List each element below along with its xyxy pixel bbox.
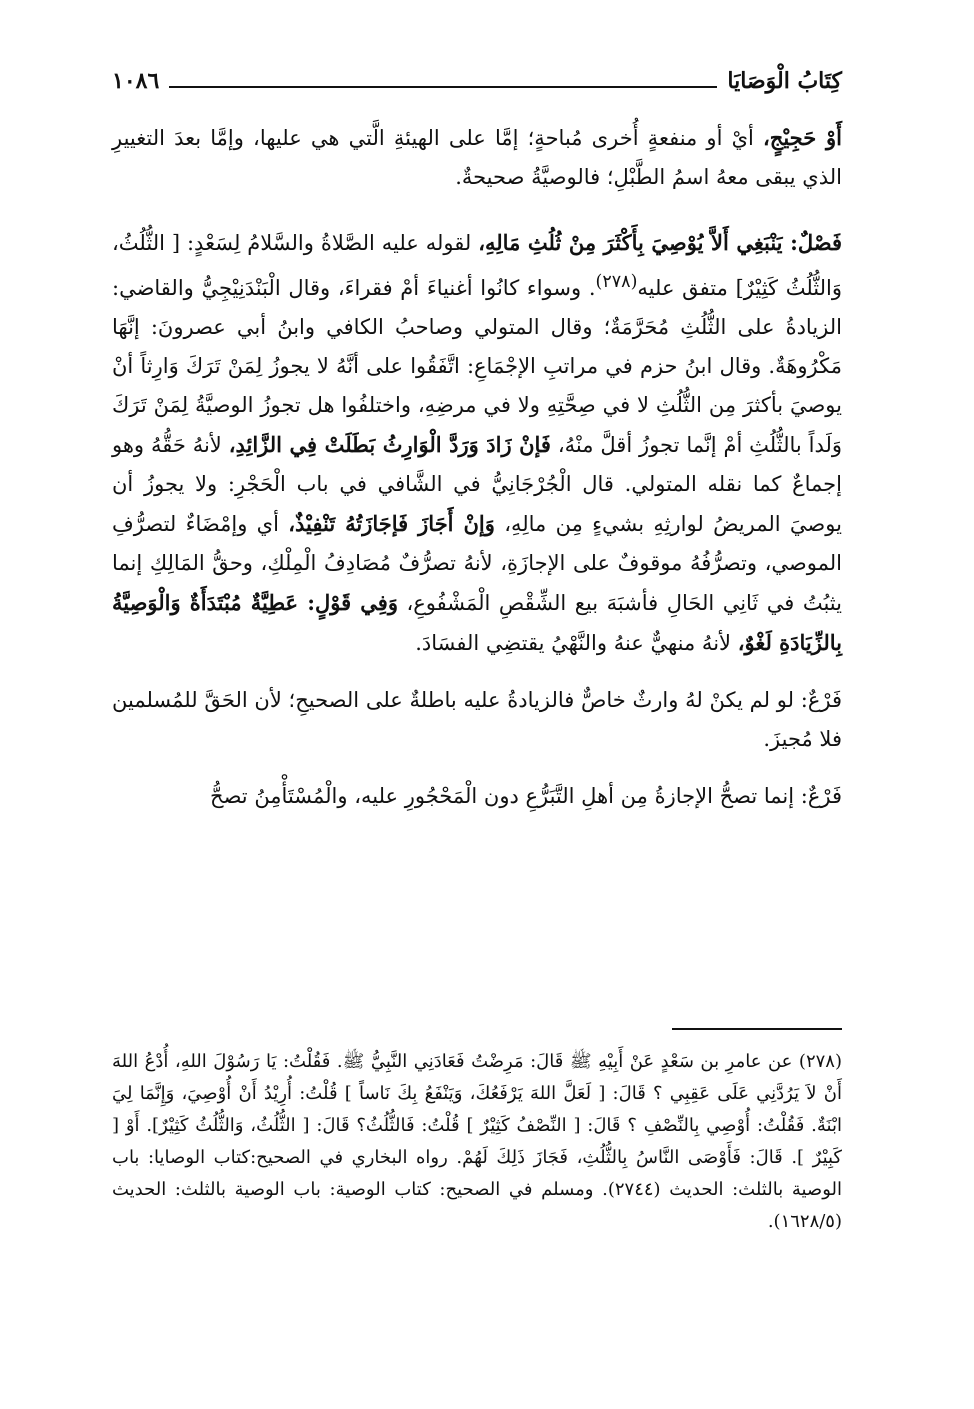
footnote-number: (٢٧٨) bbox=[798, 1051, 842, 1072]
book-title: كِتَابُ الْوَصَايَا bbox=[727, 68, 842, 94]
matn-text: فَصْلٌ: يَنْبَغِي أَلاَّ يُوْصِيَ بِأَكْثَرَ مِنْ ثُلُثِ مَالِهِ، bbox=[478, 230, 842, 255]
sharh-text: لأنهُ حَقُّهُ وهو إجماعٌ كما نقله المتولي. قال الْجُرْجَانِيُّ في الشَّافي في باب الْحَجْرِ: ولا يجوزُ أن يوصيَ المريضُ لوارثِهِ بشيءٍ مِن مالِهِ، bbox=[112, 433, 842, 536]
footnote-text: عن عامرِ بن سَعْدٍ عَنْ أَبِيْهِ ﷺ قَالَ: مَرِضْتُ فَعَادَنِي النَّبِيُّ ﷺ. فَقُلْتُ: يَا رَسُوْلَ اللهِ، أُدْعُ اللهَ أَنْ لاَ يَرُدَّنِي عَلَى عَقِبِي ؟ قَالَ: [ لَعَلَّ اللهَ يَرْفَعُكَ، وَيَنْفَعُ بِكَ نَاساً ] قُلْتُ: أُرِيْدُ أَنْ أُوْصِيَ، وَإِنَّمَا لِيَ ابْنَةٌ. فَقُلْتُ: أُوْصِي بِالنِّصْفِ ؟ قَالَ: [ النِّصْفُ كَثِيْرٌ ] قُلْتُ: فَالثُّلُثُ؟ قَالَ: [ الثُّلُثُ، وَالثُّلُثُ كَثِيْرٌ]. أَوْ [ كَبِيْرٌ ]. قَالَ: فَأَوْصَى النَّاسُ بِالثُّلُثِ، فَجَازَ ذَلِكَ لَهُمْ. رواه البخاري في الصحيح:كتاب الوصايا: باب الوصية بالثلث: الحديث (٢٧٤٤). ومسلم في الصحيح: كتاب الوصية: باب الوصية بالثلث: الحديث (١٦٢٨/٥). bbox=[112, 1051, 842, 1232]
footnote-separator bbox=[672, 1028, 842, 1030]
sharh-text: . وسواء كانُوا أغنياءَ أمْ فقراءَ، وقال الْبَنْدَنِيْجِيُّ والقاضي: الزيادةُ على الثُّلُثِ مُحَرَّمَةٌ؛ وقال المتولي وصاحبُ الكافي وابنُ أبي عصرونَ: إنَّهَا مَكْرُوهَةٌ. وقال ابنُ حزم في مراتبِ الإجْمَاعِ: اتَّفَقُوا على أنَّهُ لا يجوزُ لِمَنْ تَرَكَ وَارِثاً أنْ يوصيَ بأكثرَ مِن الثُّلُثِ لا في صِحَّتِهِ ولا في مرضِهِ، واختلفُوا هل تجوزُ الوصيَّةُ لِمَنْ تَرَكَ وَلَداً بالثُّلُثِ أمْ إنَّما تجوزُ أقلَّ منْهُ، bbox=[112, 276, 843, 457]
paragraph-3: فَرْعٌ: لو لم يكنْ لهُ وارثٌ خاصٌّ فالزيادةُ عليه باطلةٌ على الصحيحِ؛ لأن الحَقَّ للمُسلمين فلا مُجيزَ. bbox=[112, 688, 842, 751]
paragraph-1 bbox=[112, 118, 842, 197]
sharh-text: أيْ أو منفعةٍ أُخرى مُباحةٍ؛ إمَّا على الهيئةِ الَّتي هي عليها، وإمَّا بعدَ التغييرِ الذي يبقى معهُ اسمُ الطَّبْلِ؛ فالوصيَّةُ صحيحةٌ. bbox=[112, 126, 842, 189]
footnotes bbox=[112, 1046, 842, 1238]
matn-term: أَوْ حَجِيْجٍ، bbox=[763, 125, 842, 150]
sharh-text: لقوله عليه الصَّلاةُ والسَّلامُ لِسَعْدٍ: [ الثُّلُثُ، وَالثُّلُثُ كَثِيْرٌ] متفق عليه bbox=[112, 231, 843, 300]
sharh-text: لأنهُ منهيٌّ عنهُ والنَّهْيُ يقتضِي الفسَادَ. bbox=[415, 631, 732, 655]
matn-text: وَفِي قَوْلٍ: عَطِيَّةٌ مُبْتَدَأَةٌ وَالْوَصِيَّةُ بِالزِّيَادَةِ لَغْوٌ، bbox=[112, 590, 842, 655]
sharh-text: أي وإمْضَاءٌ لتصرُّفِ الموصي، وتصرُّفُهُ موقوفٌ على الإجازَةِ، لأنهُ تصرُّفٌ مُصَادِفُ الْمِلْكِ، وحقُّ المَالِكِ إنما يثبُتُ في ثَانِي الحَالِ فأشبَهَ بيع الشِّقْصِ الْمَشْفُوعِ، bbox=[112, 512, 842, 615]
page-number: ١٠٨٦ bbox=[112, 68, 160, 94]
header-rule bbox=[169, 86, 717, 88]
main-text bbox=[112, 118, 842, 834]
matn-text: فَإنْ زَادَ وَرَدَّ الْوَارِثُ بَطَلَتْ فِي الزَّائِدِ، bbox=[228, 432, 551, 457]
paragraph-2 bbox=[112, 223, 842, 663]
footnote-ref: (٢٧٨) bbox=[595, 272, 638, 292]
page-header bbox=[112, 58, 842, 92]
footnote-278 bbox=[112, 1046, 842, 1238]
matn-text: وَإنْ أَجَازَ فَإجَازَتُهُ تَنْفِيْذٌ، bbox=[288, 511, 495, 536]
paragraph-4: فَرْعٌ: إنما تصحُّ الإجازةُ مِن أهلِ التَّبَرُّعِ دون الْمَحْجُورِ عليه، والْمُسْتَأْمِنُ تصحُّ bbox=[210, 784, 842, 808]
